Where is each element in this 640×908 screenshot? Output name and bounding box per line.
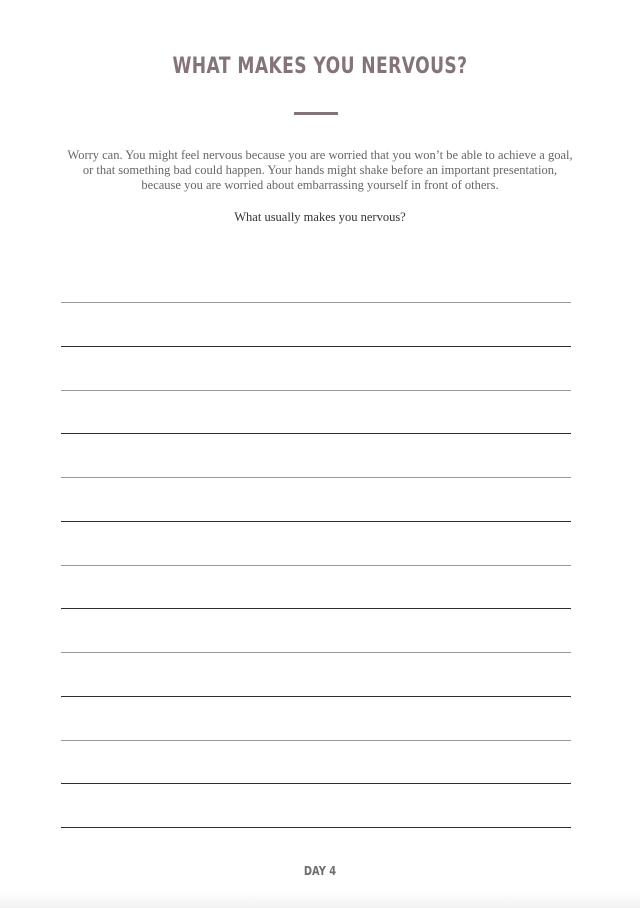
writing-line[interactable] (61, 608, 571, 609)
writing-line[interactable] (61, 696, 571, 697)
intro-line: or that something bad could happen. Your hands might shake before an important presentation, (82, 163, 558, 177)
day-label: DAY 4 (303, 864, 337, 878)
writing-line[interactable] (61, 783, 571, 784)
writing-line[interactable] (61, 740, 571, 741)
intro-paragraph (60, 148, 580, 193)
intro-line: because you are worried about embarrassing yourself in front of others. (141, 178, 499, 192)
page-edge-shadow (0, 892, 640, 908)
writing-line[interactable] (61, 390, 571, 391)
writing-line[interactable] (61, 477, 571, 478)
writing-line[interactable] (61, 565, 571, 566)
writing-line[interactable] (61, 521, 571, 522)
question-prompt: What usually makes you nervous? (234, 210, 406, 224)
writing-line[interactable] (61, 827, 571, 828)
writing-line[interactable] (61, 433, 571, 434)
writing-line[interactable] (61, 302, 571, 303)
writing-line[interactable] (61, 652, 571, 653)
page-title: WHAT MAKES YOU NERVOUS? (172, 54, 468, 79)
writing-line[interactable] (61, 346, 571, 347)
title-divider (294, 112, 338, 115)
intro-line: Worry can. You might feel nervous because you are worried that you won’t be able to achieve a goal, (67, 148, 573, 162)
